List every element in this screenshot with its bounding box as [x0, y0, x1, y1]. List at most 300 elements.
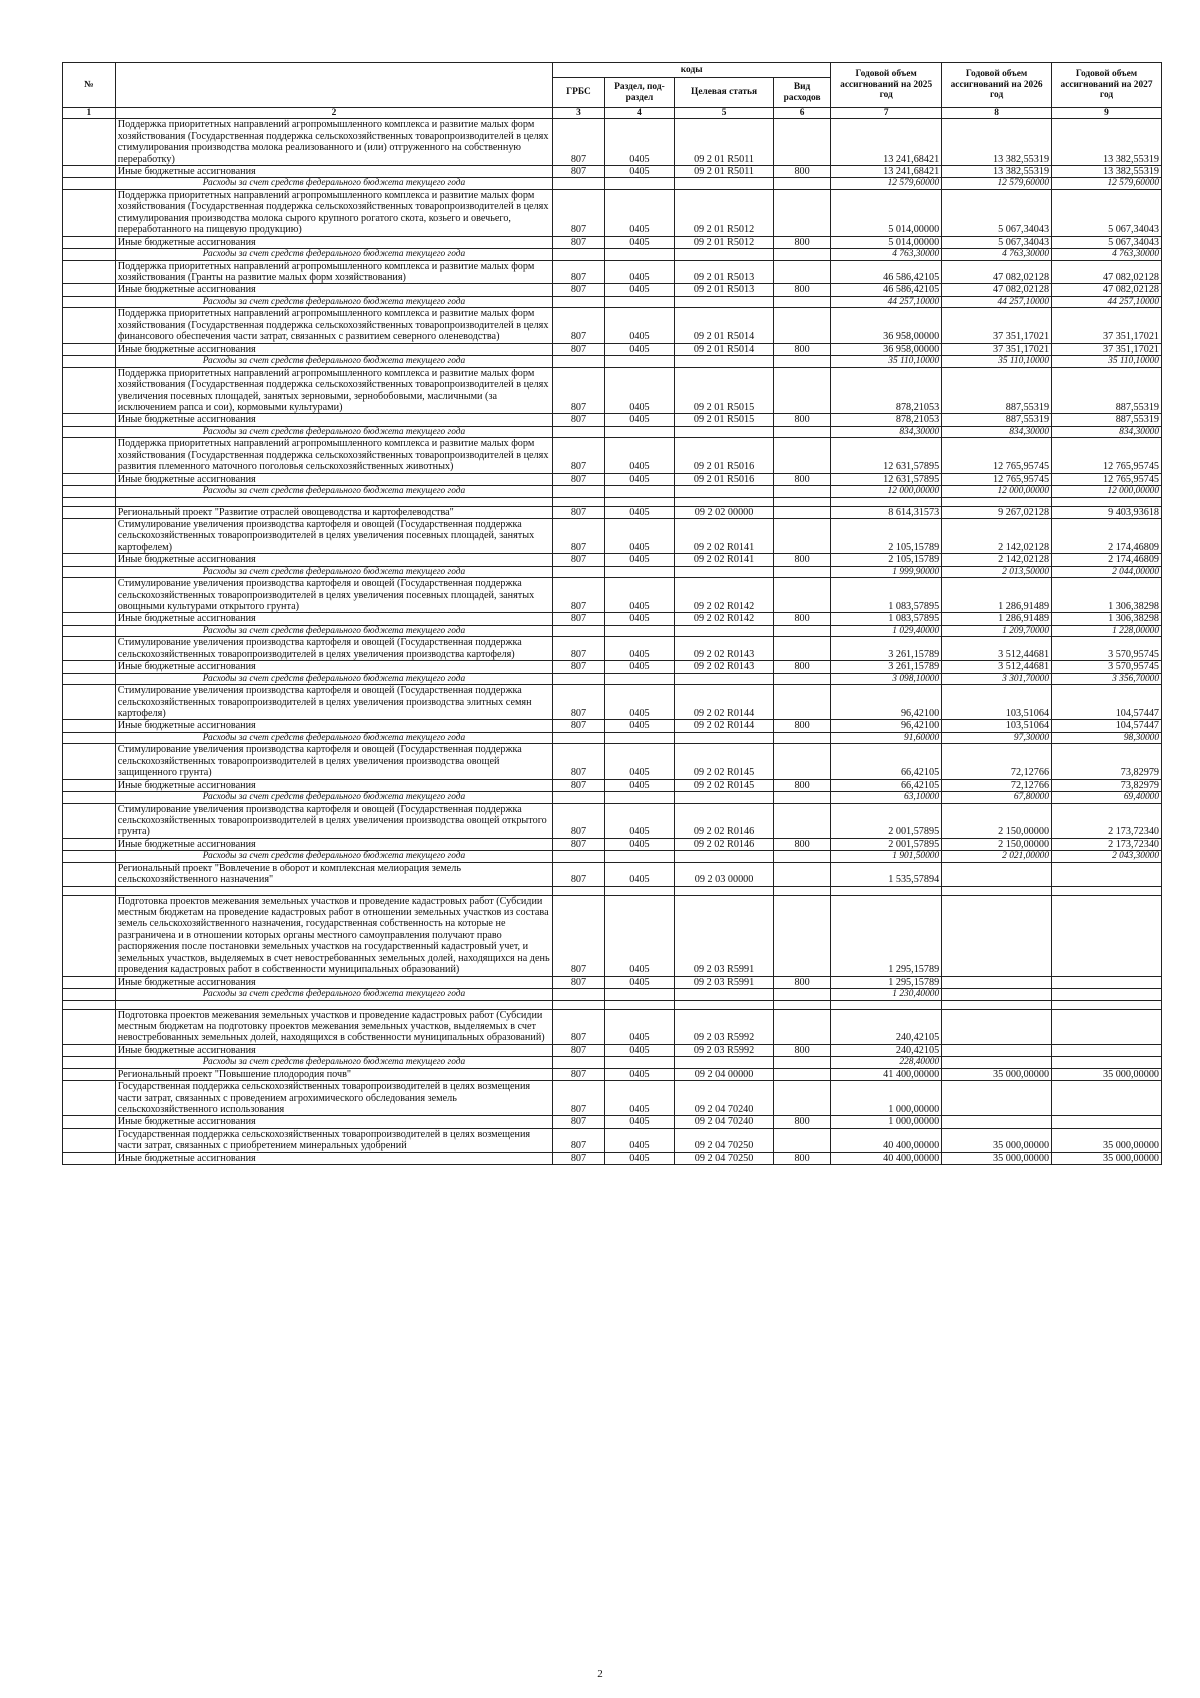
grbs-cell	[553, 732, 605, 744]
row-number-cell	[63, 566, 116, 578]
budget-item-row	[63, 190, 1162, 237]
amount-2025-cell: 1 901,50000	[831, 851, 942, 863]
row-number-cell	[63, 1068, 116, 1080]
target-article-cell: 09 2 01 R5011	[675, 166, 774, 178]
row-number-cell	[63, 673, 116, 685]
grbs-cell: 807	[553, 414, 605, 426]
row-number-cell	[63, 895, 116, 976]
header-target: Целевая статья	[675, 78, 774, 108]
row-number-cell	[63, 862, 116, 886]
target-article-cell	[675, 296, 774, 308]
row-name-cell: Иные бюджетные ассигнования	[115, 1152, 552, 1164]
amount-2025-cell: 1 999,90000	[831, 566, 942, 578]
row-name-cell: Иные бюджетные ассигнования	[115, 166, 552, 178]
row-number-cell	[63, 685, 116, 720]
amount-2025-cell: 13 241,68421	[831, 119, 942, 166]
amount-2027-cell: 69,40000	[1052, 792, 1162, 804]
expense-type-cell	[774, 744, 831, 779]
amount-2027-cell: 5 067,34043	[1052, 236, 1162, 248]
column-number: 4	[604, 108, 674, 119]
expense-type-cell	[774, 438, 831, 473]
amount-2025-cell: 1 000,00000	[831, 1081, 942, 1116]
expense-type-cell: 800	[774, 343, 831, 355]
section-cell: 0405	[604, 720, 674, 732]
federal-funds-row	[63, 426, 1162, 438]
federal-funds-row	[63, 625, 1162, 637]
amount-2027-cell: 2 173,72340	[1052, 838, 1162, 850]
expense-type-cell	[774, 178, 831, 190]
empty-cell	[831, 886, 942, 895]
amount-2027-cell: 4 763,30000	[1052, 249, 1162, 261]
section-cell: 0405	[604, 308, 674, 343]
target-article-cell: 09 2 02 R0142	[675, 613, 774, 625]
target-article-cell: 09 2 03 R5991	[675, 895, 774, 976]
grbs-cell	[553, 1057, 605, 1069]
federal-funds-row	[63, 178, 1162, 190]
amount-2027-cell: 887,55319	[1052, 367, 1162, 414]
amount-2027-cell	[1052, 1009, 1162, 1044]
expense-type-cell: 800	[774, 720, 831, 732]
section-cell	[604, 296, 674, 308]
amount-2026-cell: 2 142,02128	[942, 554, 1052, 566]
section-cell	[604, 792, 674, 804]
row-number-cell	[63, 518, 116, 553]
row-number-cell	[63, 838, 116, 850]
amount-2025-cell: 834,30000	[831, 426, 942, 438]
grbs-cell: 807	[553, 976, 605, 988]
row-number-cell	[63, 260, 116, 284]
budget-item-row	[63, 367, 1162, 414]
amount-2026-cell: 103,51064	[942, 685, 1052, 720]
section-cell: 0405	[604, 779, 674, 791]
expense-type-cell	[774, 518, 831, 553]
amount-2025-cell: 1 295,15789	[831, 895, 942, 976]
expense-type-cell: 800	[774, 661, 831, 673]
row-number-cell	[63, 236, 116, 248]
row-number-cell	[63, 308, 116, 343]
target-article-cell: 09 2 02 00000	[675, 506, 774, 518]
grbs-cell: 807	[553, 284, 605, 296]
row-number-cell	[63, 426, 116, 438]
row-name-cell: Поддержка приоритетных направлений агропромышленного комплекса и развитие малых форм хозяйствования (Государственная поддержка сельскохозяйственных товаропроизводителей в целях стимулирования производства молока реализованного и (или) отгруженного на собственную переработку)	[115, 119, 552, 166]
grbs-cell: 807	[553, 438, 605, 473]
amount-2026-cell: 37 351,17021	[942, 343, 1052, 355]
amount-2027-cell: 35 110,10000	[1052, 356, 1162, 368]
row-name-cell: Иные бюджетные ассигнования	[115, 343, 552, 355]
row-number-cell	[63, 976, 116, 988]
grbs-cell: 807	[553, 803, 605, 838]
row-number-cell	[63, 661, 116, 673]
expense-type-cell: 800	[774, 236, 831, 248]
amount-2027-cell: 2 174,46809	[1052, 554, 1162, 566]
amount-2025-cell: 36 958,00000	[831, 308, 942, 343]
grbs-cell	[553, 485, 605, 497]
other-allocations-row	[63, 284, 1162, 296]
expense-type-cell	[774, 637, 831, 661]
amount-2025-cell: 1 230,40000	[831, 988, 942, 1000]
section-cell: 0405	[604, 190, 674, 237]
amount-2027-cell	[1052, 1116, 1162, 1128]
row-number-cell	[63, 1081, 116, 1116]
amount-2027-cell: 3 570,95745	[1052, 661, 1162, 673]
row-name-cell: Поддержка приоритетных направлений агропромышленного комплекса и развитие малых форм хозяйствования (Государственная поддержка сельскохозяйственных товаропроизводителей в целях развития племенного маточного поголовья сельскохозяйственных животных)	[115, 438, 552, 473]
amount-2025-cell: 2 105,15789	[831, 554, 942, 566]
grbs-cell: 807	[553, 1068, 605, 1080]
grbs-cell: 807	[553, 260, 605, 284]
amount-2026-cell: 13 382,55319	[942, 166, 1052, 178]
expense-type-cell: 800	[774, 473, 831, 485]
amount-2026-cell: 103,51064	[942, 720, 1052, 732]
amount-2027-cell: 13 382,55319	[1052, 119, 1162, 166]
row-name-cell: Иные бюджетные ассигнования	[115, 554, 552, 566]
amount-2025-cell: 44 257,10000	[831, 296, 942, 308]
row-number-cell	[63, 613, 116, 625]
budget-item-row	[63, 685, 1162, 720]
amount-2026-cell: 2 150,00000	[942, 803, 1052, 838]
budget-item-row	[63, 578, 1162, 613]
amount-2026-cell: 9 267,02128	[942, 506, 1052, 518]
section-cell: 0405	[604, 119, 674, 166]
row-name-cell: Стимулирование увеличения производства картофеля и овощей (Государственная поддержка сельскохозяйственных товаропроизводителей в целях увеличения производства овощей открытого грунта)	[115, 803, 552, 838]
amount-2025-cell: 5 014,00000	[831, 190, 942, 237]
amount-2027-cell: 47 082,02128	[1052, 260, 1162, 284]
column-number: 1	[63, 108, 116, 119]
table-header	[63, 63, 1162, 119]
other-allocations-row	[63, 838, 1162, 850]
budget-item-row	[63, 1068, 1162, 1080]
other-allocations-row	[63, 1152, 1162, 1164]
row-number-cell	[63, 1009, 116, 1044]
row-name-cell: Стимулирование увеличения производства картофеля и овощей (Государственная поддержка сельскохозяйственных товаропроизводителей в целях увеличения посевных площадей, занятых овощными культурами открытого грунта)	[115, 578, 552, 613]
amount-2026-cell: 35 000,00000	[942, 1128, 1052, 1152]
amount-2027-cell: 834,30000	[1052, 426, 1162, 438]
row-name-cell: Иные бюджетные ассигнования	[115, 661, 552, 673]
amount-2026-cell: 4 763,30000	[942, 249, 1052, 261]
amount-2025-cell: 1 535,57894	[831, 862, 942, 886]
other-allocations-row	[63, 1116, 1162, 1128]
row-number-cell	[63, 473, 116, 485]
amount-2025-cell: 40 400,00000	[831, 1128, 942, 1152]
section-cell: 0405	[604, 414, 674, 426]
grbs-cell	[553, 356, 605, 368]
grbs-cell	[553, 851, 605, 863]
budget-item-row	[63, 803, 1162, 838]
row-name-cell: Иные бюджетные ассигнования	[115, 613, 552, 625]
row-name-cell: Расходы за счет средств федерального бюджета текущего года	[115, 485, 552, 497]
target-article-cell: 09 2 04 70240	[675, 1116, 774, 1128]
target-article-cell: 09 2 04 70250	[675, 1152, 774, 1164]
expense-type-cell	[774, 732, 831, 744]
row-number-cell	[63, 625, 116, 637]
row-number-cell	[63, 356, 116, 368]
grbs-cell	[553, 566, 605, 578]
section-cell: 0405	[604, 343, 674, 355]
empty-cell	[831, 1000, 942, 1009]
grbs-cell	[553, 178, 605, 190]
row-name-cell: Поддержка приоритетных направлений агропромышленного комплекса и развитие малых форм хозяйствования (Гранты на развитие малых форм хозяйствования)	[115, 260, 552, 284]
expense-type-cell: 800	[774, 554, 831, 566]
row-name-cell: Расходы за счет средств федерального бюджета текущего года	[115, 1057, 552, 1069]
section-cell: 0405	[604, 578, 674, 613]
row-name-cell: Подготовка проектов межевания земельных участков и проведение кадастровых работ (Субсидии местным бюджетам на проведение кадастровых работ в отношении земельных участков из состава земель сельскохозяйственного назначения, государственная собственность на которые не разграничена и в отношении которых органы местного самоуправления получают право распоряжения после постановки земельных участков на государственный кадастровый учет, и земельных участков, выделяемых в счет невостребованных земельных долей, находящихся на день проведения кадастровых работ в собственности муниципальных образований)	[115, 895, 552, 976]
target-article-cell: 09 2 04 70240	[675, 1081, 774, 1116]
grbs-cell: 807	[553, 685, 605, 720]
table-body	[63, 119, 1162, 1165]
target-article-cell: 09 2 02 R0145	[675, 779, 774, 791]
empty-cell	[942, 1000, 1052, 1009]
amount-2027-cell: 35 000,00000	[1052, 1068, 1162, 1080]
grbs-cell	[553, 625, 605, 637]
section-cell	[604, 673, 674, 685]
grbs-cell: 807	[553, 1044, 605, 1056]
budget-item-row	[63, 1009, 1162, 1044]
grbs-cell: 807	[553, 236, 605, 248]
empty-cell	[675, 497, 774, 506]
amount-2026-cell: 47 082,02128	[942, 284, 1052, 296]
column-number: 5	[675, 108, 774, 119]
target-article-cell	[675, 249, 774, 261]
section-cell: 0405	[604, 613, 674, 625]
amount-2026-cell: 3 512,44681	[942, 637, 1052, 661]
empty-cell	[831, 497, 942, 506]
expense-type-cell: 800	[774, 838, 831, 850]
federal-funds-row	[63, 249, 1162, 261]
expense-type-cell: 800	[774, 779, 831, 791]
expense-type-cell	[774, 673, 831, 685]
row-number-cell	[63, 367, 116, 414]
section-cell: 0405	[604, 518, 674, 553]
amount-2026-cell: 47 082,02128	[942, 260, 1052, 284]
amount-2027-cell: 12 765,95745	[1052, 438, 1162, 473]
expense-type-cell	[774, 1128, 831, 1152]
grbs-cell: 807	[553, 506, 605, 518]
grbs-cell: 807	[553, 554, 605, 566]
row-name-cell: Расходы за счет средств федерального бюджета текущего года	[115, 566, 552, 578]
grbs-cell: 807	[553, 166, 605, 178]
amount-2025-cell: 1 083,57895	[831, 613, 942, 625]
budget-item-row	[63, 119, 1162, 166]
amount-2025-cell: 8 614,31573	[831, 506, 942, 518]
grbs-cell: 807	[553, 1116, 605, 1128]
amount-2027-cell: 37 351,17021	[1052, 343, 1162, 355]
other-allocations-row	[63, 473, 1162, 485]
header-codes: коды	[553, 63, 831, 78]
grbs-cell	[553, 249, 605, 261]
amount-2026-cell: 12 765,95745	[942, 438, 1052, 473]
target-article-cell	[675, 485, 774, 497]
section-cell: 0405	[604, 260, 674, 284]
empty-cell	[774, 886, 831, 895]
expense-type-cell: 800	[774, 1116, 831, 1128]
grbs-cell: 807	[553, 190, 605, 237]
row-name-cell: Расходы за счет средств федерального бюджета текущего года	[115, 178, 552, 190]
target-article-cell: 09 2 01 R5015	[675, 414, 774, 426]
expense-type-cell	[774, 625, 831, 637]
other-allocations-row	[63, 236, 1162, 248]
empty-cell	[63, 1000, 116, 1009]
amount-2026-cell: 3 512,44681	[942, 661, 1052, 673]
amount-2027-cell	[1052, 1057, 1162, 1069]
expense-type-cell	[774, 578, 831, 613]
row-number-cell	[63, 166, 116, 178]
other-allocations-row	[63, 779, 1162, 791]
row-number-cell	[63, 792, 116, 804]
row-number-cell	[63, 803, 116, 838]
row-number-cell	[63, 851, 116, 863]
section-cell	[604, 178, 674, 190]
amount-2026-cell: 1 286,91489	[942, 578, 1052, 613]
expense-type-cell	[774, 308, 831, 343]
row-number-cell	[63, 438, 116, 473]
target-article-cell: 09 2 02 R0145	[675, 744, 774, 779]
amount-2025-cell: 878,21053	[831, 414, 942, 426]
grbs-cell: 807	[553, 1152, 605, 1164]
amount-2026-cell: 97,30000	[942, 732, 1052, 744]
row-number-cell	[63, 554, 116, 566]
expense-type-cell: 800	[774, 976, 831, 988]
section-cell	[604, 426, 674, 438]
section-cell: 0405	[604, 744, 674, 779]
amount-2026-cell	[942, 895, 1052, 976]
amount-2027-cell	[1052, 976, 1162, 988]
section-cell: 0405	[604, 554, 674, 566]
other-allocations-row	[63, 661, 1162, 673]
target-article-cell: 09 2 01 R5016	[675, 473, 774, 485]
amount-2025-cell: 1 000,00000	[831, 1116, 942, 1128]
target-article-cell: 09 2 01 R5013	[675, 260, 774, 284]
target-article-cell: 09 2 02 R0141	[675, 554, 774, 566]
expense-type-cell	[774, 260, 831, 284]
row-number-cell	[63, 1057, 116, 1069]
target-article-cell: 09 2 01 R5014	[675, 343, 774, 355]
grbs-cell: 807	[553, 838, 605, 850]
expense-type-cell	[774, 249, 831, 261]
row-name-cell: Иные бюджетные ассигнования	[115, 720, 552, 732]
section-cell: 0405	[604, 1152, 674, 1164]
amount-2026-cell	[942, 862, 1052, 886]
grbs-cell: 807	[553, 518, 605, 553]
section-cell	[604, 566, 674, 578]
federal-funds-row	[63, 356, 1162, 368]
row-name-cell: Иные бюджетные ассигнования	[115, 976, 552, 988]
amount-2026-cell: 35 110,10000	[942, 356, 1052, 368]
row-name-cell: Региональный проект "Развитие отраслей овощеводства и картофелеводства"	[115, 506, 552, 518]
grbs-cell	[553, 296, 605, 308]
amount-2026-cell	[942, 988, 1052, 1000]
amount-2025-cell: 12 631,57895	[831, 438, 942, 473]
amount-2026-cell: 12 765,95745	[942, 473, 1052, 485]
amount-2025-cell: 228,40000	[831, 1057, 942, 1069]
budget-item-row	[63, 438, 1162, 473]
grbs-cell: 807	[553, 367, 605, 414]
section-cell: 0405	[604, 976, 674, 988]
amount-2026-cell: 2 021,00000	[942, 851, 1052, 863]
expense-type-cell	[774, 1068, 831, 1080]
row-number-cell	[63, 578, 116, 613]
section-cell: 0405	[604, 284, 674, 296]
section-cell	[604, 356, 674, 368]
empty-cell	[1052, 886, 1162, 895]
target-article-cell	[675, 625, 774, 637]
expense-type-cell	[774, 296, 831, 308]
column-number: 3	[553, 108, 605, 119]
section-cell	[604, 988, 674, 1000]
header-section: Раздел, под-раздел	[604, 78, 674, 108]
row-name-cell: Расходы за счет средств федерального бюджета текущего года	[115, 673, 552, 685]
amount-2027-cell	[1052, 895, 1162, 976]
grbs-cell: 807	[553, 779, 605, 791]
row-name-cell: Иные бюджетные ассигнования	[115, 473, 552, 485]
budget-item-row	[63, 260, 1162, 284]
expense-type-cell	[774, 485, 831, 497]
empty-cell	[604, 1000, 674, 1009]
grbs-cell: 807	[553, 895, 605, 976]
row-name-cell: Иные бюджетные ассигнования	[115, 1044, 552, 1056]
target-article-cell: 09 2 02 R0146	[675, 838, 774, 850]
target-article-cell: 09 2 02 R0142	[675, 578, 774, 613]
row-name-cell: Расходы за счет средств федерального бюджета текущего года	[115, 792, 552, 804]
target-article-cell: 09 2 01 R5013	[675, 284, 774, 296]
row-name-cell: Региональный проект "Повышение плодородия почв"	[115, 1068, 552, 1080]
amount-2027-cell: 5 067,34043	[1052, 190, 1162, 237]
expense-type-cell	[774, 356, 831, 368]
target-article-cell	[675, 673, 774, 685]
spacer-row	[63, 886, 1162, 895]
target-article-cell: 09 2 02 R0141	[675, 518, 774, 553]
section-cell: 0405	[604, 438, 674, 473]
target-article-cell: 09 2 01 R5012	[675, 190, 774, 237]
row-number-cell	[63, 343, 116, 355]
expense-type-cell	[774, 1057, 831, 1069]
budget-item-row	[63, 895, 1162, 976]
row-number-cell	[63, 720, 116, 732]
expense-type-cell	[774, 119, 831, 166]
row-name-cell: Региональный проект "Вовлечение в оборот и комплексная мелиорация земель сельскохозяйственного назначения"	[115, 862, 552, 886]
target-article-cell	[675, 178, 774, 190]
section-cell: 0405	[604, 166, 674, 178]
amount-2025-cell: 35 110,10000	[831, 356, 942, 368]
amount-2027-cell: 12 579,60000	[1052, 178, 1162, 190]
budget-item-row	[63, 744, 1162, 779]
other-allocations-row	[63, 1044, 1162, 1056]
empty-cell	[675, 886, 774, 895]
row-number-cell	[63, 1128, 116, 1152]
row-name-cell: Стимулирование увеличения производства картофеля и овощей (Государственная поддержка сельскохозяйственных товаропроизводителей в целях увеличения производства овощей защищенного грунта)	[115, 744, 552, 779]
expense-type-cell	[774, 895, 831, 976]
amount-2027-cell: 35 000,00000	[1052, 1128, 1162, 1152]
row-name-cell: Расходы за счет средств федерального бюджета текущего года	[115, 732, 552, 744]
section-cell	[604, 851, 674, 863]
amount-2026-cell: 44 257,10000	[942, 296, 1052, 308]
row-name-cell: Иные бюджетные ассигнования	[115, 414, 552, 426]
amount-2025-cell: 12 579,60000	[831, 178, 942, 190]
other-allocations-row	[63, 976, 1162, 988]
expense-type-cell: 800	[774, 613, 831, 625]
row-name-cell: Расходы за счет средств федерального бюджета текущего года	[115, 356, 552, 368]
header-expense-type: Вид расходов	[774, 78, 831, 108]
budget-item-row	[63, 308, 1162, 343]
amount-2025-cell: 36 958,00000	[831, 343, 942, 355]
amount-2027-cell	[1052, 1081, 1162, 1116]
target-article-cell	[675, 356, 774, 368]
expense-type-cell: 800	[774, 1044, 831, 1056]
amount-2026-cell: 5 067,34043	[942, 190, 1052, 237]
amount-2025-cell: 3 098,10000	[831, 673, 942, 685]
amount-2025-cell: 46 586,42105	[831, 284, 942, 296]
header-vol-2027: Годовой объем ассигнований на 2027 год	[1052, 63, 1162, 108]
section-cell: 0405	[604, 862, 674, 886]
federal-funds-row	[63, 1057, 1162, 1069]
